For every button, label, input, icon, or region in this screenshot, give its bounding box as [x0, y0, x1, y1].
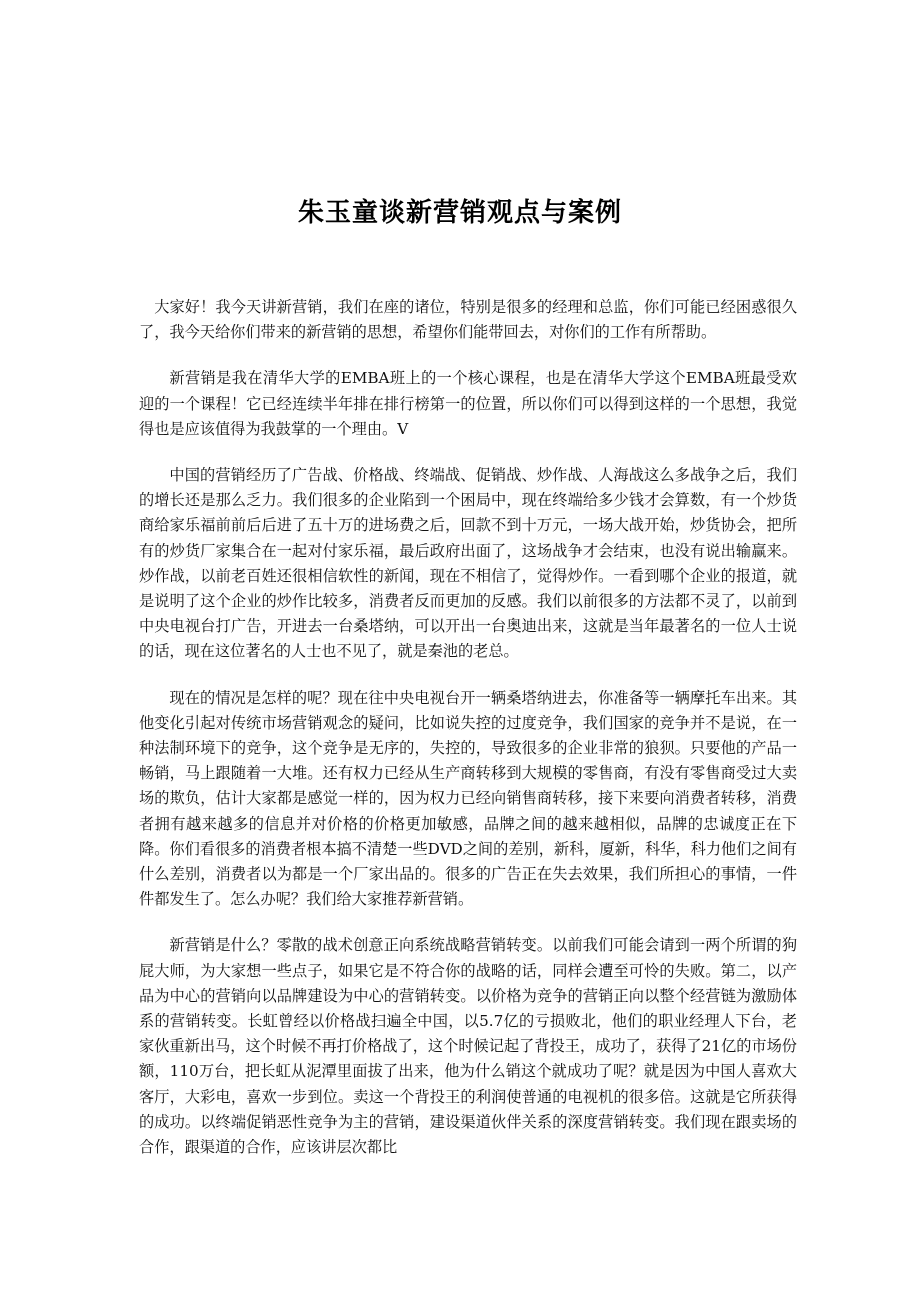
paragraph-current-situation: 现在的情况是怎样的呢？现在往中央电视台开一辆桑塔纳进去，你准备等一辆摩托车出来。其他变化引起对传统市场营销观念的疑问，比如说失控的过度竞争，我们国家的竞争并不是说，在一种法制环境下的竞争，这个竞争是无序的，失控的，导致很多的企业非常的狼狈。只要他的产品一畅销，马上跟随着一大堆。还有权力已经从生产商转移到大规模的零售商，有没有零售商受过大卖场的欺负，估计大家都是感觉一样的，因为权力已经向销售商转移，接下来要向消费者转移，消费者拥有越来越多的信息并对价格的价格更加敏感，品牌之间的越来越相似，品牌的忠诚度正在下降。你们看很多的消费者根本搞不清楚一些DVD之间的差别，新科，厦新，科华，科力他们之间有什么差别，消费者以为都是一个厂家出品的。很多的广告正在失去效果，我们所担心的事情，一件件都发生了。怎么办呢？我们给大家推荐新营销。 — [139, 688, 797, 909]
paragraph-marketing-wars: 中国的营销经历了广告战、价格战、终端战、促销战、炒作战、人海战这么多战争之后，我们的增长还是那么乏力。我们很多的企业陷到一个困局中，现在终端给多少钱才会算数，有一个炒货商给家乐福前前后后进了五十万的进场费之后，回款不到十万元，一场大战开始，炒货协会，把所有的炒货厂家集合在一起对付家乐福，最后政府出面了，这场战争才会结束，也没有说出输赢来。炒作战，以前老百姓还很相信软性的新闻，现在不相信了，觉得炒作。一看到哪个企业的报道，就是说明了这个企业的炒作比较多，消费者反而更加的反感。我们以前很多的方法都不灵了，以前到中央电视台打广告，开进去一台桑塔纳，可以开出一台奥迪出来，这就是当年最著名的一位人士说的话，现在这位著名的人士也不见了，就是秦池的老总。 — [139, 466, 797, 661]
document-body — [139, 295, 797, 1181]
paragraph-what-is-new-marketing: 新营销是什么？零散的战术创意正向系统战略营销转变。以前我们可能会请到一两个所谓的狗屁大师，为大家想一些点子，如果它是不符合你的战略的话，同样会遭至可怜的失败。第二，以产品为中心的营销向以品牌建设为中心的营销转变。以价格为竞争的营销正向以整个经营链为激励体系的营销转变。长虹曾经以价格战扫遍全中国，以5.7亿的亏损败北，他们的职业经理人下台，老家伙重新出马，这个时候不再打价格战了，这个时候记起了背投王，成功了，获得了21亿的市场份额，110万台，把长虹从泥潭里面拔了出来，他为什么销这个就成功了呢？就是因为中国人喜欢大客厅，大彩电，喜欢一步到位。卖这一个背投王的利润使普通的电视机的很多倍。这就是它所获得的成功。以终端促销恶性竞争为主的营销，建设渠道伙伴关系的深度营销转变。我们现在跟卖场的合作，跟渠道的合作，应该讲层次都比 — [139, 936, 797, 1157]
paragraph-greeting: 大家好！我今天讲新营销，我们在座的诸位，特别是很多的经理和总监，你们可能已经困惑很久了，我今天给你们带来的新营销的思想，希望你们能带回去，对你们的工作有所帮助。 — [139, 298, 797, 342]
paragraph-course-intro: 新营销是我在清华大学的EMBA班上的一个核心课程，也是在清华大学这个EMBA班最受欢迎的一个课程！它已经连续半年排在排行榜第一的位置，所以你们可以得到这样的一个思想，我觉得也是应该值得为我鼓掌的一个理由。V — [139, 369, 797, 438]
document-title: 朱玉童谈新营销观点与案例 — [297, 198, 622, 228]
